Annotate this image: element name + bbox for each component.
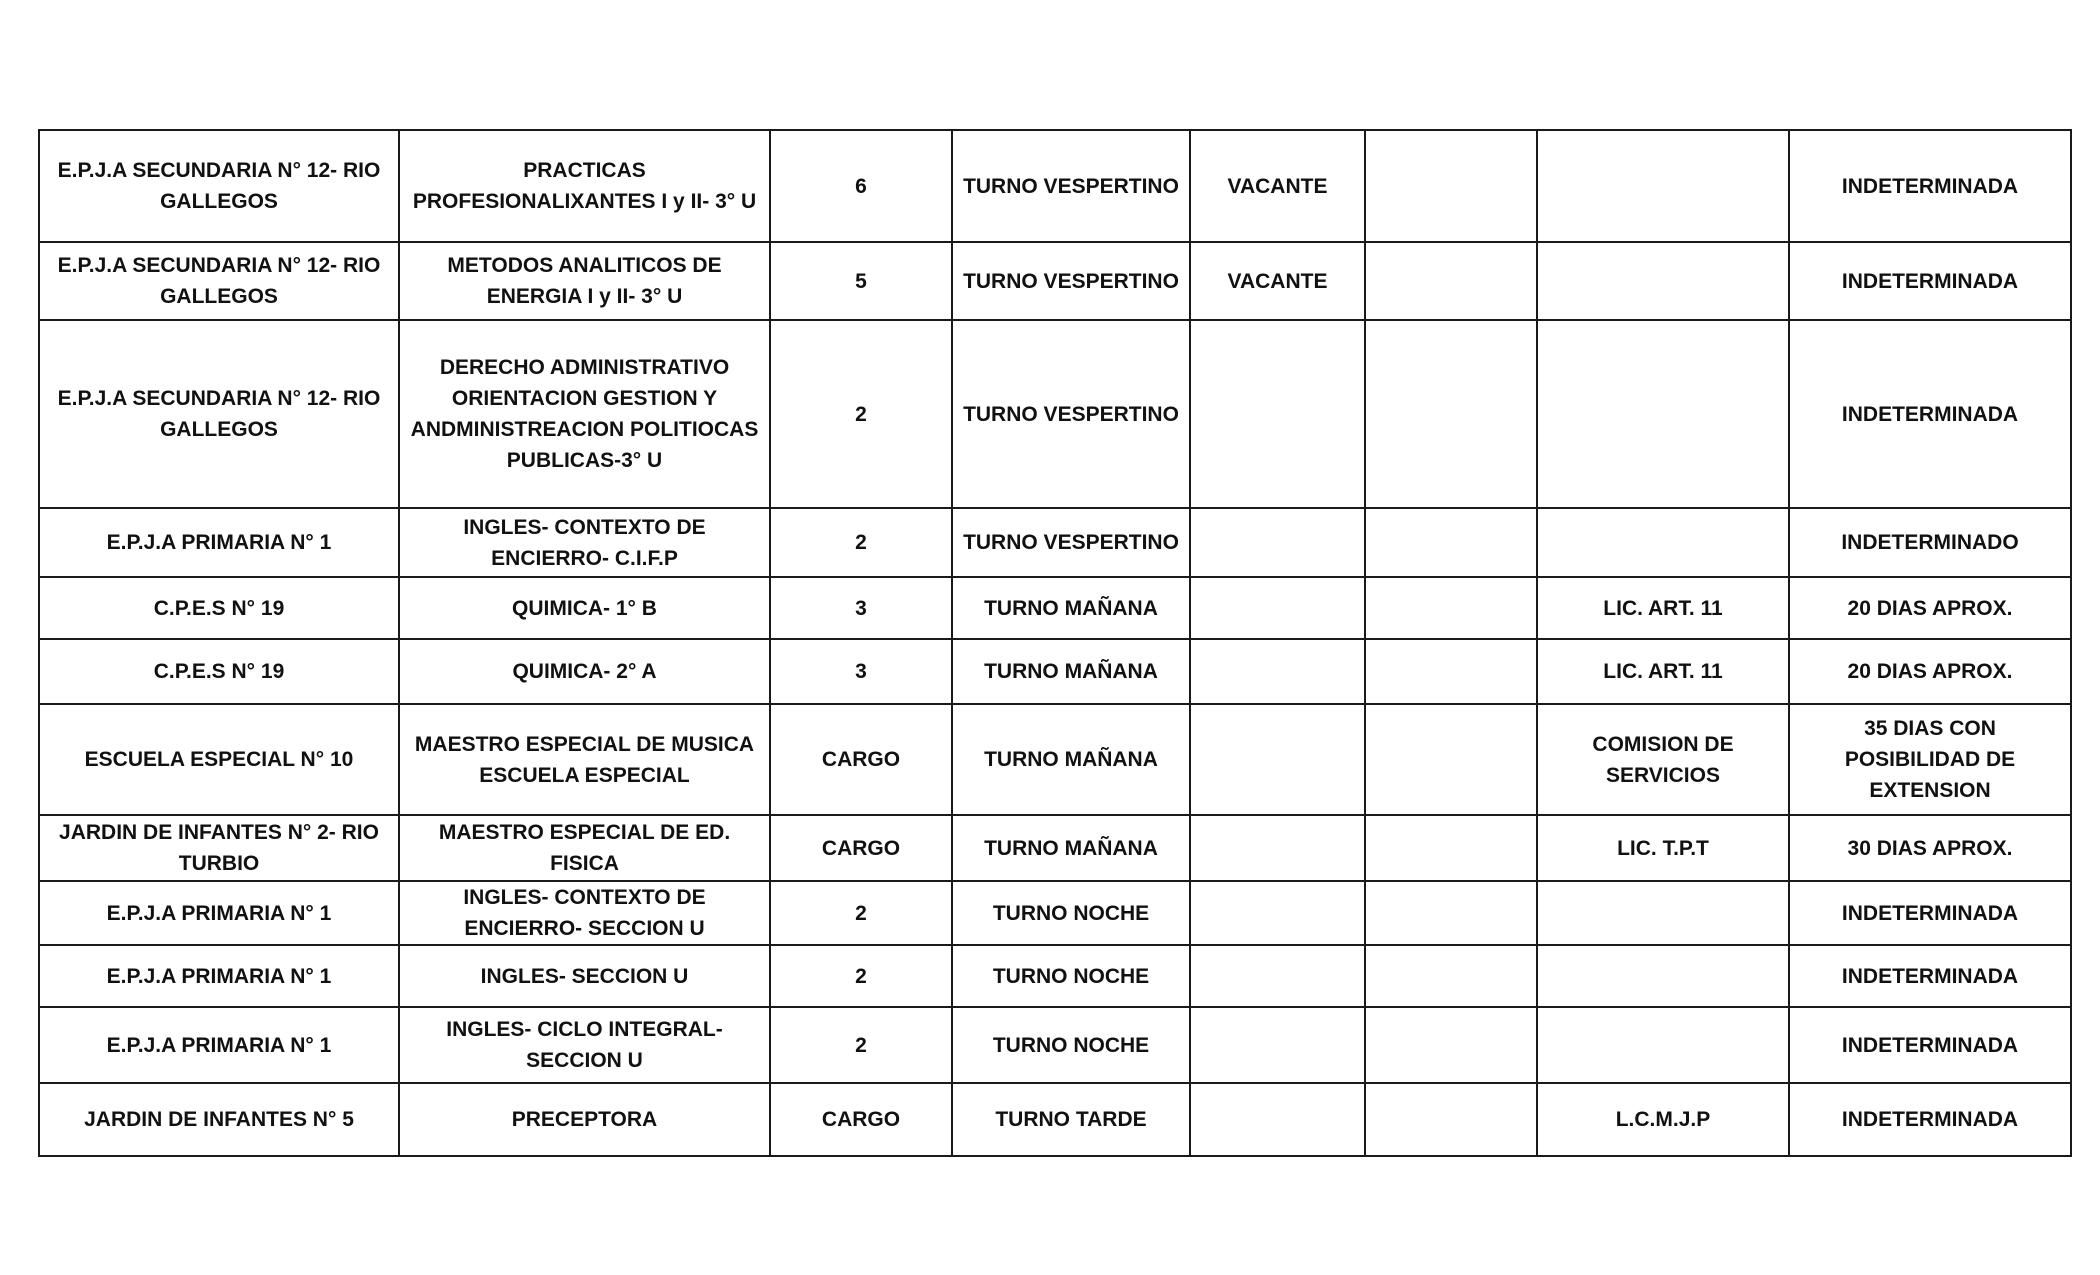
duration-cell: INDETERMINADA [1789,320,2071,508]
duration-cell: INDETERMINADO [1789,508,2071,577]
empty-cell [1365,704,1537,815]
shift-cell: TURNO VESPERTINO [952,320,1190,508]
empty-cell [1365,130,1537,242]
hours-cell: 3 [770,639,952,704]
reason-cell [1537,508,1789,577]
subject-cell: INGLES- CICLO INTEGRAL- SECCION U [399,1007,770,1083]
subject-cell: PRECEPTORA [399,1083,770,1156]
duration-cell: INDETERMINADA [1789,881,2071,945]
status-cell [1190,1083,1365,1156]
status-cell [1190,815,1365,881]
hours-cell: CARGO [770,704,952,815]
hours-cell: 2 [770,881,952,945]
school-cell: E.P.J.A SECUNDARIA N° 12- RIO GALLEGOS [39,320,399,508]
status-cell: VACANTE [1190,242,1365,320]
table-row [39,704,2071,815]
school-cell: C.P.E.S N° 19 [39,639,399,704]
school-cell: E.P.J.A SECUNDARIA N° 12- RIO GALLEGOS [39,130,399,242]
shift-cell: TURNO NOCHE [952,881,1190,945]
table-row [39,1083,2071,1156]
subject-cell: MAESTRO ESPECIAL DE MUSICA ESCUELA ESPECIAL [399,704,770,815]
shift-cell: TURNO MAÑANA [952,704,1190,815]
reason-cell: LIC. ART. 11 [1537,639,1789,704]
status-cell: VACANTE [1190,130,1365,242]
subject-cell: PRACTICAS PROFESIONALIXANTES I y II- 3° U [399,130,770,242]
table-row [39,639,2071,704]
reason-cell [1537,1007,1789,1083]
shift-cell: TURNO NOCHE [952,1007,1190,1083]
duration-cell: INDETERMINADA [1789,130,2071,242]
table-row [39,320,2071,508]
hours-cell: CARGO [770,815,952,881]
status-cell [1190,320,1365,508]
hours-cell: 2 [770,320,952,508]
reason-cell: L.C.M.J.P [1537,1083,1789,1156]
subject-cell: INGLES- SECCION U [399,945,770,1007]
shift-cell: TURNO VESPERTINO [952,130,1190,242]
vacancy-table [38,129,2072,1157]
duration-cell: INDETERMINADA [1789,945,2071,1007]
duration-cell: INDETERMINADA [1789,1007,2071,1083]
school-cell: E.P.J.A PRIMARIA N° 1 [39,508,399,577]
school-cell: E.P.J.A PRIMARIA N° 1 [39,945,399,1007]
school-cell: ESCUELA ESPECIAL N° 10 [39,704,399,815]
empty-cell [1365,815,1537,881]
duration-cell: INDETERMINADA [1789,242,2071,320]
duration-cell: INDETERMINADA [1789,1083,2071,1156]
hours-cell: 2 [770,945,952,1007]
subject-cell: MAESTRO ESPECIAL DE ED. FISICA [399,815,770,881]
shift-cell: TURNO VESPERTINO [952,508,1190,577]
shift-cell: TURNO MAÑANA [952,815,1190,881]
school-cell: E.P.J.A PRIMARIA N° 1 [39,1007,399,1083]
school-cell: JARDIN DE INFANTES N° 5 [39,1083,399,1156]
empty-cell [1365,320,1537,508]
duration-cell: 20 DIAS APROX. [1789,577,2071,639]
subject-cell: QUIMICA- 2° A [399,639,770,704]
status-cell [1190,1007,1365,1083]
table-row [39,881,2071,945]
table-row [39,242,2071,320]
table-row [39,1007,2071,1083]
subject-cell: QUIMICA- 1° B [399,577,770,639]
empty-cell [1365,242,1537,320]
duration-cell: 20 DIAS APROX. [1789,639,2071,704]
status-cell [1190,508,1365,577]
empty-cell [1365,639,1537,704]
shift-cell: TURNO VESPERTINO [952,242,1190,320]
status-cell [1190,945,1365,1007]
duration-cell: 35 DIAS CON POSIBILIDAD DE EXTENSION [1789,704,2071,815]
subject-cell: DERECHO ADMINISTRATIVO ORIENTACION GESTION Y ANDMINISTREACION POLITIOCAS PUBLICAS-3° U [399,320,770,508]
status-cell [1190,881,1365,945]
reason-cell [1537,881,1789,945]
status-cell [1190,704,1365,815]
school-cell: E.P.J.A PRIMARIA N° 1 [39,881,399,945]
status-cell [1190,639,1365,704]
empty-cell [1365,508,1537,577]
empty-cell [1365,945,1537,1007]
reason-cell [1537,320,1789,508]
hours-cell: 5 [770,242,952,320]
reason-cell [1537,242,1789,320]
hours-cell: 2 [770,1007,952,1083]
reason-cell: LIC. T.P.T [1537,815,1789,881]
table-row [39,130,2071,242]
school-cell: E.P.J.A SECUNDARIA N° 12- RIO GALLEGOS [39,242,399,320]
reason-cell [1537,130,1789,242]
empty-cell [1365,1083,1537,1156]
empty-cell [1365,1007,1537,1083]
shift-cell: TURNO MAÑANA [952,639,1190,704]
subject-cell: INGLES- CONTEXTO DE ENCIERRO- SECCION U [399,881,770,945]
subject-cell: METODOS ANALITICOS DE ENERGIA I y II- 3° U [399,242,770,320]
hours-cell: 6 [770,130,952,242]
hours-cell: 2 [770,508,952,577]
empty-cell [1365,881,1537,945]
subject-cell: INGLES- CONTEXTO DE ENCIERRO- C.I.F.P [399,508,770,577]
duration-cell: 30 DIAS APROX. [1789,815,2071,881]
table-row [39,815,2071,881]
reason-cell: COMISION DE SERVICIOS [1537,704,1789,815]
status-cell [1190,577,1365,639]
table-row [39,945,2071,1007]
shift-cell: TURNO MAÑANA [952,577,1190,639]
shift-cell: TURNO TARDE [952,1083,1190,1156]
hours-cell: CARGO [770,1083,952,1156]
table-row [39,508,2071,577]
empty-cell [1365,577,1537,639]
reason-cell: LIC. ART. 11 [1537,577,1789,639]
hours-cell: 3 [770,577,952,639]
school-cell: C.P.E.S N° 19 [39,577,399,639]
school-cell: JARDIN DE INFANTES N° 2- RIO TURBIO [39,815,399,881]
reason-cell [1537,945,1789,1007]
shift-cell: TURNO NOCHE [952,945,1190,1007]
table-row [39,577,2071,639]
